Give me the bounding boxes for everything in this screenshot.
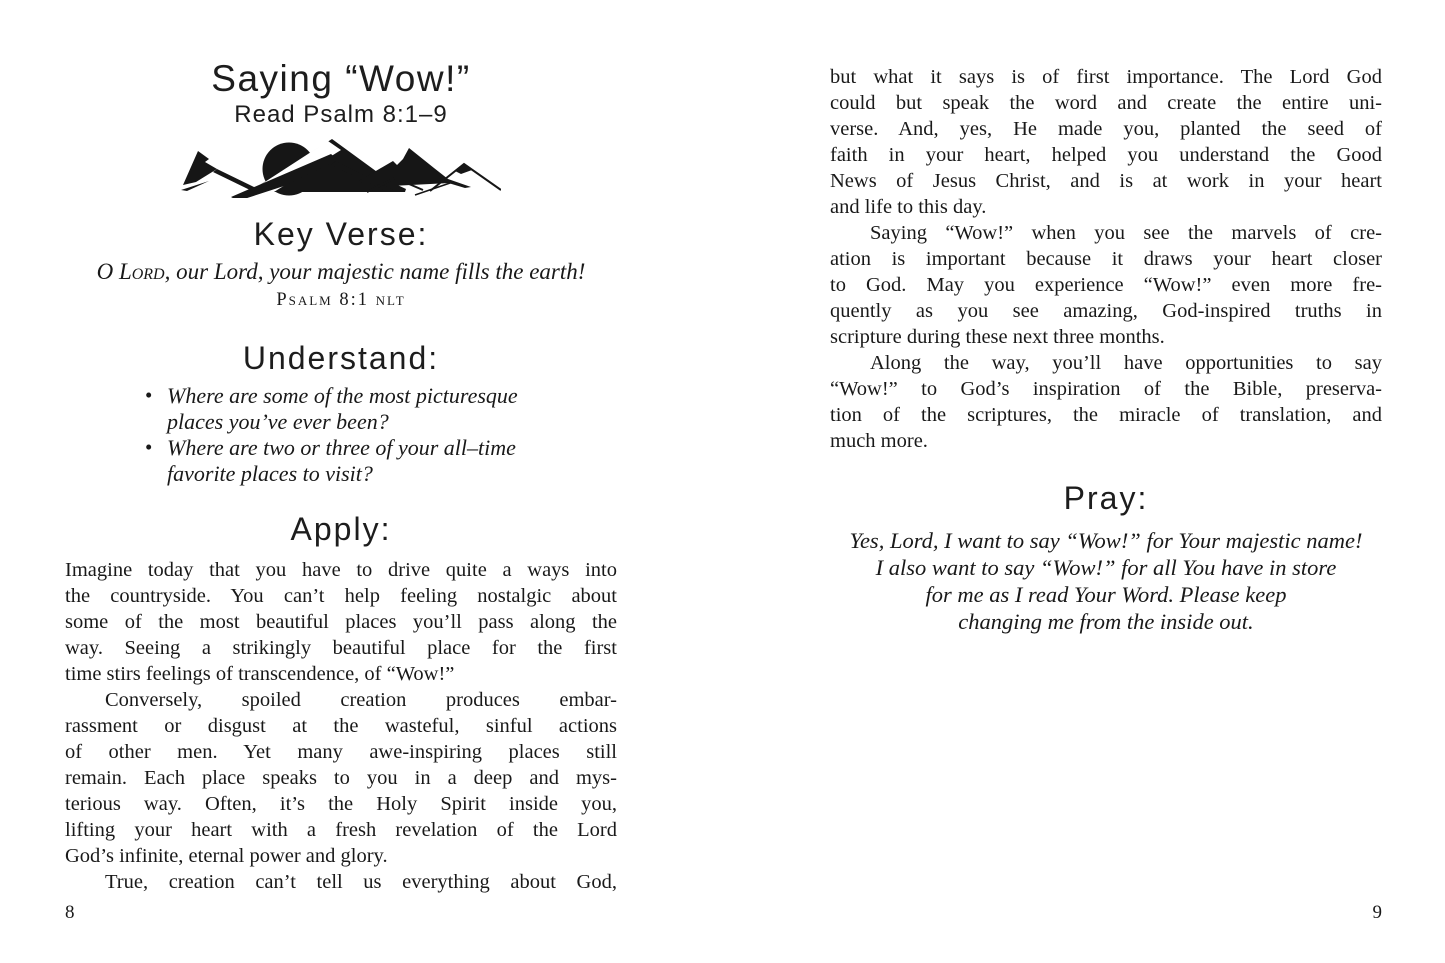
understand-heading: Understand: (242, 340, 440, 376)
verse-segment: O (96, 259, 119, 284)
prayer-line: I also want to say “Wow!” for all You have in store (875, 555, 1337, 580)
apply-heading: Apply: (290, 511, 392, 547)
text-line: verse. And, yes, He made you, planted the seed of (830, 118, 1382, 140)
body-paragraph (830, 350, 1382, 454)
prayer-line: Yes, Lord, I want to say “Wow!” for Your majestic name! (849, 528, 1363, 553)
text-line: much more. (830, 430, 928, 452)
body-paragraph (65, 557, 617, 687)
text-line: time stirs feelings of transcendence, of “Wow!” (65, 663, 455, 685)
verse-segment: , our Lord, your majestic name fills the earth! (164, 259, 586, 284)
bullet-text-line: Where are two or three of your all–time (167, 435, 516, 460)
bullet-text-line: favorite places to visit? (167, 461, 373, 486)
prayer-line: for me as I read Your Word. Please keep (925, 582, 1287, 607)
body-paragraph (830, 220, 1382, 350)
read-reference: Read Psalm 8:1–9 (234, 101, 448, 128)
right-body-text (830, 64, 1382, 454)
text-line: but what it says is of first importance. The Lord God (830, 66, 1382, 88)
body-paragraph (65, 687, 617, 869)
key-verse-text (65, 259, 617, 285)
bullet-text-line: places you’ve ever been? (167, 409, 389, 434)
text-line: remain. Each place speaks to you in a deep and mys- (65, 767, 617, 789)
page-number-left: 8 (65, 902, 75, 923)
left-page (65, 0, 617, 963)
prayer-text (830, 527, 1382, 635)
bullet-item (143, 435, 617, 487)
bullet-dot-icon: • (145, 383, 153, 407)
text-line: ation is important because it draws your heart closer (830, 248, 1382, 270)
key-verse-citation: Psalm 8:1 nlt (276, 290, 406, 310)
understand-bullet-list (65, 383, 617, 487)
verse-segment: Lord (118, 259, 165, 284)
page-title: Saying “Wow!” (211, 58, 471, 99)
text-line: “Wow!” to God’s inspiration of the Bible, preserva- (830, 378, 1382, 400)
right-page (830, 0, 1382, 963)
apply-body-text (65, 557, 617, 895)
text-line: rassment or disgust at the wasteful, sinful actions (65, 715, 617, 737)
text-line: Conversely, spoiled creation produces embar- (105, 689, 617, 711)
mountains-sun-illustration (181, 136, 501, 198)
text-line: quently as you see amazing, God-inspired truths in (830, 300, 1382, 322)
text-line: to God. May you experience “Wow!” even more fre- (830, 274, 1382, 296)
bullet-item (143, 383, 617, 435)
text-line: Along the way, you’ll have opportunities to say (870, 352, 1382, 374)
text-line: tion of the scriptures, the miracle of translation, and (830, 404, 1382, 426)
text-line: some of the most beautiful places you’ll pass along the (65, 611, 617, 633)
bullet-text-line: Where are some of the most picturesque (167, 383, 518, 408)
text-line: God’s infinite, eternal power and glory. (65, 845, 388, 867)
text-line: scripture during these next three months. (830, 326, 1165, 348)
text-line: lifting your heart with a fresh revelation of the Lord (65, 819, 617, 841)
body-paragraph (830, 64, 1382, 220)
page-number-right: 9 (1372, 902, 1382, 923)
text-line: News of Jesus Christ, and is at work in your heart (830, 170, 1382, 192)
text-line: Saying “Wow!” when you see the marvels of cre- (870, 222, 1382, 244)
text-line: Imagine today that you have to drive quite a ways into (65, 559, 617, 581)
bullet-dot-icon: • (145, 435, 153, 459)
text-line: and life to this day. (830, 196, 987, 218)
pray-heading: Pray: (1063, 480, 1149, 516)
text-line: of other men. Yet many awe-inspiring places still (65, 741, 617, 763)
text-line: the countryside. You can’t help feeling nostalgic about (65, 585, 617, 607)
text-line: could but speak the word and create the entire uni- (830, 92, 1382, 114)
text-line: terious way. Often, it’s the Holy Spirit inside you, (65, 793, 617, 815)
prayer-line: changing me from the inside out. (958, 609, 1254, 634)
text-line: way. Seeing a strikingly beautiful place for the first (65, 637, 617, 659)
text-line: True, creation can’t tell us everything about God, (105, 871, 617, 893)
text-line: faith in your heart, helped you understand the Good (830, 144, 1382, 166)
body-paragraph (65, 869, 617, 895)
mountain-sun-icon (181, 136, 501, 198)
key-verse-heading: Key Verse: (253, 216, 429, 252)
